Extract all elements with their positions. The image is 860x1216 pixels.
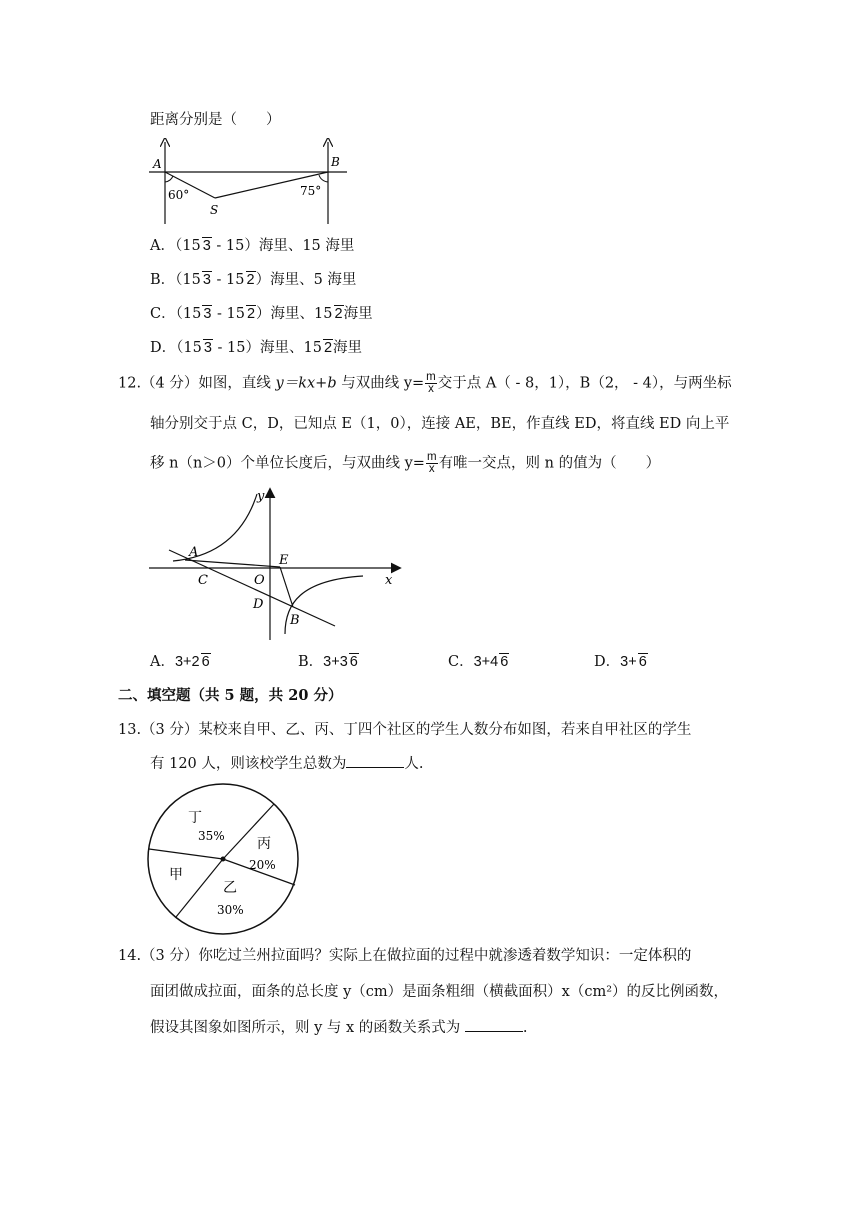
label-y: y: [257, 489, 265, 504]
q11-option-d: D．（15 3 - 15）海里、15 2海里: [150, 340, 363, 356]
fraction-m-over-x: $\frac{m}{x}$: [426, 371, 436, 395]
label-b: B: [331, 155, 340, 169]
q11-option-a: A．（15 3 - 15）海里、15 海里: [150, 238, 355, 254]
slice-pct-ding: 35%: [198, 829, 225, 843]
slice-pct-bing: 20%: [249, 858, 276, 872]
answer-blank: [346, 755, 404, 768]
slice-label-yi: 乙: [223, 880, 237, 896]
fraction-m-over-x: $\frac{m}{x}$: [426, 451, 437, 475]
q12-figure: [145, 484, 405, 644]
pie-divider-3: [176, 859, 223, 917]
q11-figure: [143, 138, 363, 228]
label-d: D: [253, 597, 264, 612]
slice-label-bing: 丙: [257, 836, 271, 852]
q12-option-d: D．3+ 6: [594, 654, 647, 670]
q14-line-1: 14.（3 分）你吃过兰州拉面吗？实际上在做拉面的过程中就渗透着数学知识：一定体积的: [118, 948, 692, 964]
label-a: A: [189, 545, 199, 560]
label-x: x: [385, 573, 393, 588]
slice-pct-yi: 30%: [217, 903, 244, 917]
q11-option-c: C．（15 3 - 15 2）海里、15 2海里: [150, 306, 373, 322]
q14-line-2: 面团做成拉面，面条的总长度 y（cm）是面条粗细（横截面积）x（cm²）的反比例函数，: [150, 984, 729, 1000]
section-heading: 二、填空题（共 5 题，共 20 分）: [118, 687, 343, 704]
label-a: A: [153, 157, 162, 171]
slice-label-ding: 丁: [188, 810, 202, 826]
label-b: B: [290, 613, 300, 628]
q12-line-2: 轴分别交于点 C，D，已知点 E（1，0），连接 AE，BE，作直线 ED，将直线 ED 向上平: [150, 416, 730, 432]
q12-option-b: B．3+3 6: [298, 654, 358, 670]
label-o: O: [254, 573, 265, 588]
pie-divider-4: [149, 849, 223, 859]
q12-line-1: 12.（4 分）如图，直线 y＝kx+b 与双曲线 y= $\frac{m}{x}$ 交于点 A（ - 8，1），B（2， - 4），与两坐标: [118, 371, 732, 395]
slice-label-jia: 甲: [169, 867, 183, 883]
q13-line-2: 有 120 人，则该校学生总数为 人.: [150, 756, 424, 772]
label-s: S: [210, 203, 219, 217]
q12-line-3: 移 n（n＞0）个单位长度后，与双曲线 y= $\frac{m}{x}$ 有唯一交点，则 n 的值为（ ）: [150, 451, 661, 475]
angle-b: 75°: [300, 184, 322, 198]
angle-a: 60°: [168, 188, 190, 202]
q11-option-b: B．（15 3 - 15 2）海里、5 海里: [150, 272, 357, 288]
pie-center: [221, 857, 226, 862]
q12-option-c: C．3+4 6: [448, 654, 509, 670]
q13-pie-chart: [143, 780, 303, 940]
label-e: E: [279, 553, 289, 568]
q11-stem-tail: 距离分别是（ ）: [150, 112, 281, 128]
q14-line-3: 假设其图象如图所示，则 y 与 x 的函数关系式为 .: [150, 1020, 528, 1036]
label-c: C: [198, 573, 208, 588]
q13-line-1: 13.（3 分）某校来自甲、乙、丙、丁四个社区的学生人数分布如图，若来自甲社区的学生: [118, 722, 692, 738]
q12-option-a: A．3+2 6: [150, 654, 210, 670]
answer-blank: [465, 1019, 523, 1032]
